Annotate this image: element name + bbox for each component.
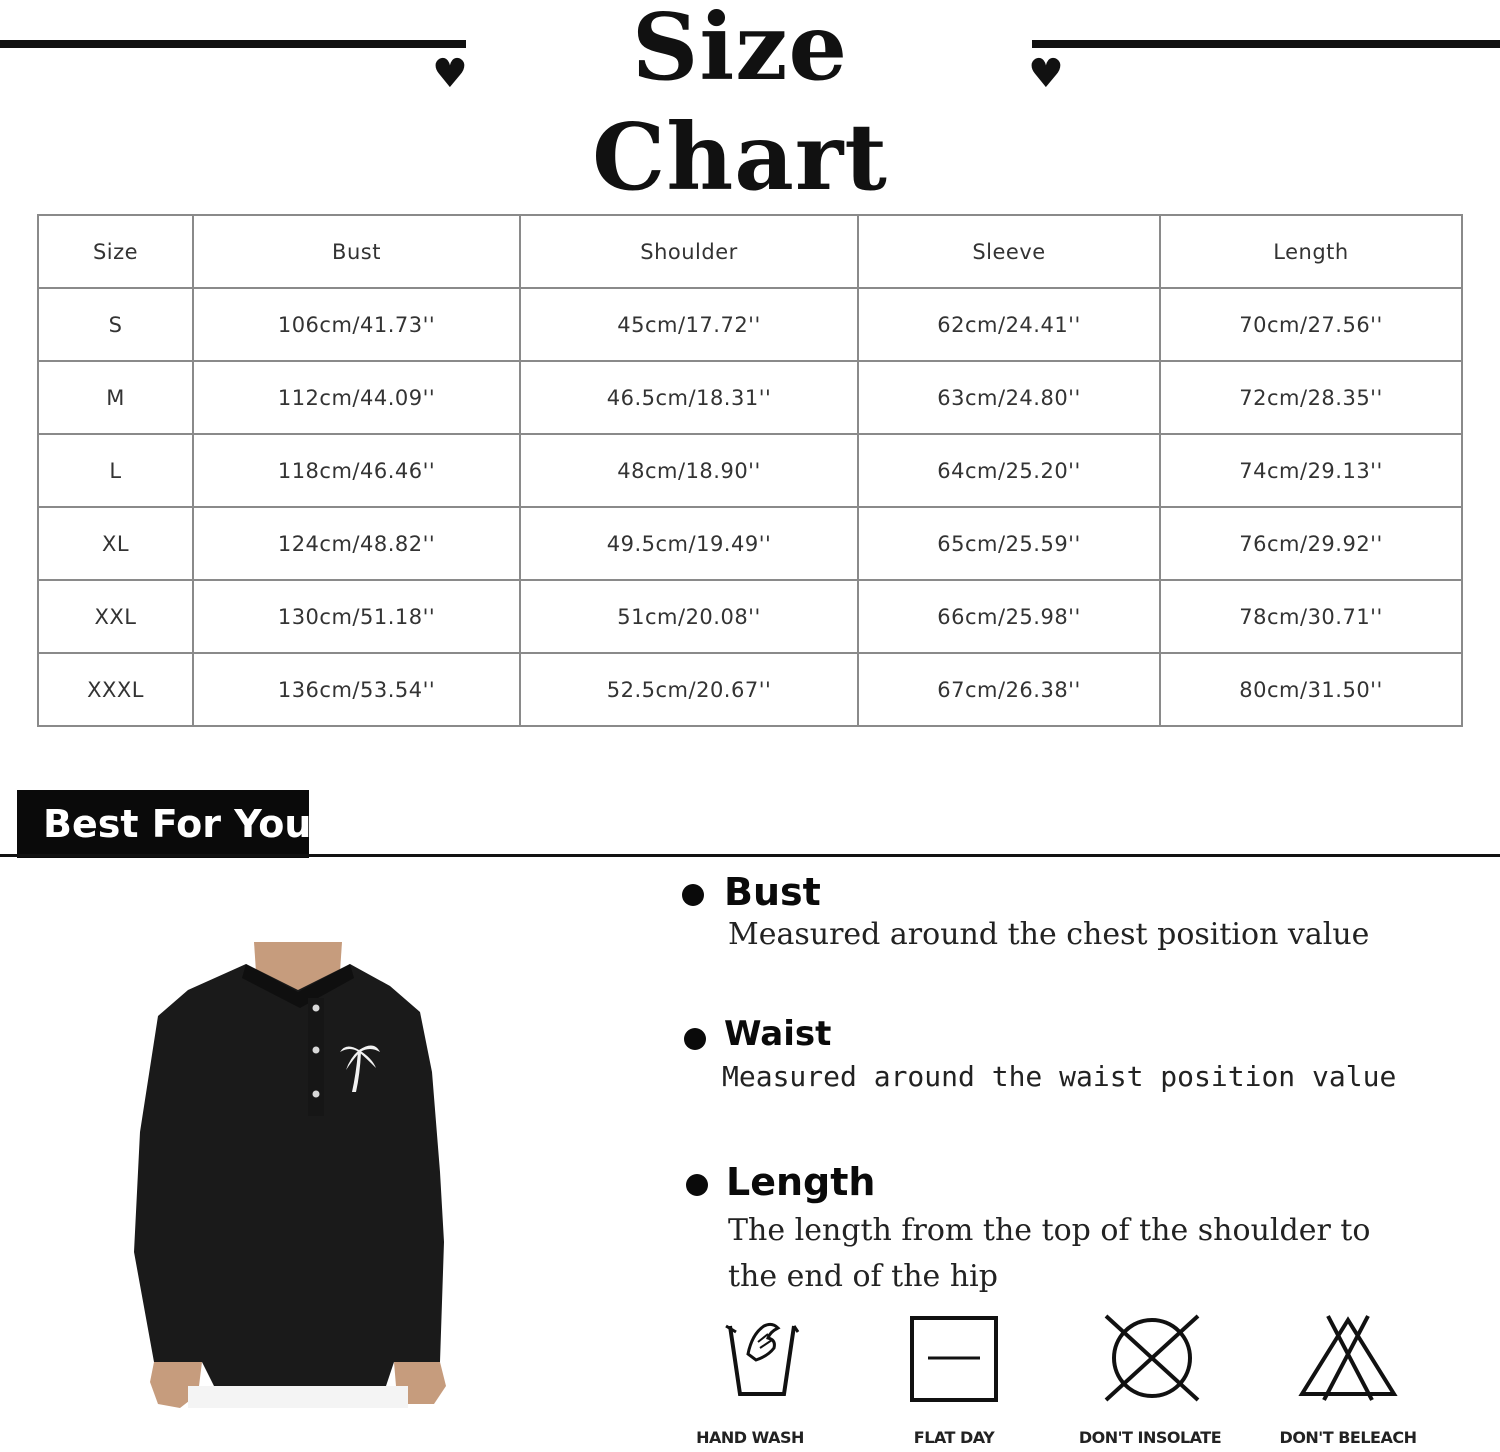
table-cell-shoulder: 46.5cm/18.31'' bbox=[520, 361, 858, 434]
title-rule-right bbox=[1032, 40, 1500, 48]
table-cell-bust: 112cm/44.09'' bbox=[193, 361, 520, 434]
care-label-dont-insolate: DON'T INSOLATE bbox=[1078, 1428, 1222, 1447]
table-cell-size: XL bbox=[38, 507, 193, 580]
table-cell-length: 76cm/29.92'' bbox=[1160, 507, 1462, 580]
column-header-sleeve: Sleeve bbox=[858, 215, 1160, 288]
care-label-hand-wash: HAND WASH bbox=[696, 1428, 804, 1447]
table-cell-bust: 106cm/41.73'' bbox=[193, 288, 520, 361]
measure-waist-title: Waist bbox=[724, 1014, 832, 1054]
table-cell-length: 78cm/30.71'' bbox=[1160, 580, 1462, 653]
table-cell-sleeve: 62cm/24.41'' bbox=[858, 288, 1160, 361]
table-cell-sleeve: 67cm/26.38'' bbox=[858, 653, 1160, 726]
hand-wash-icon bbox=[660, 1312, 840, 1408]
heart-icon: ♥ bbox=[1028, 51, 1064, 97]
table-cell-bust: 124cm/48.82'' bbox=[193, 507, 520, 580]
table-cell-size: L bbox=[38, 434, 193, 507]
table-row bbox=[38, 434, 1462, 507]
care-label-dont-bleach: DON'T BELEACH bbox=[1279, 1428, 1417, 1447]
table-cell-shoulder: 48cm/18.90'' bbox=[520, 434, 858, 507]
table-cell-bust: 130cm/51.18'' bbox=[193, 580, 520, 653]
section-banner bbox=[17, 790, 312, 858]
table-row bbox=[38, 361, 1462, 434]
column-header-bust: Bust bbox=[193, 215, 520, 288]
table-cell-size: XXL bbox=[38, 580, 193, 653]
table-row bbox=[38, 653, 1462, 726]
table-cell-size: XXXL bbox=[38, 653, 193, 726]
table-cell-shoulder: 45cm/17.72'' bbox=[520, 288, 858, 361]
measure-bust-description: Measured around the chest position value bbox=[728, 917, 1370, 952]
table-cell-shoulder: 51cm/20.08'' bbox=[520, 580, 858, 653]
table-cell-sleeve: 65cm/25.59'' bbox=[858, 507, 1160, 580]
measure-length-description-line2: the end of the hip bbox=[728, 1259, 998, 1294]
do-not-tumble-dry-icon bbox=[1062, 1312, 1242, 1408]
table-cell-size: M bbox=[38, 361, 193, 434]
table-cell-length: 72cm/28.35'' bbox=[1160, 361, 1462, 434]
shirt-image bbox=[128, 942, 468, 1408]
table-cell-bust: 118cm/46.46'' bbox=[193, 434, 520, 507]
banner-divider bbox=[0, 854, 1500, 857]
measure-bust-title: Bust bbox=[724, 870, 821, 914]
banner-label: Best For You bbox=[43, 802, 312, 846]
table-row bbox=[38, 288, 1462, 361]
title-rule-left bbox=[0, 40, 466, 48]
table-row bbox=[38, 580, 1462, 653]
table-cell-sleeve: 63cm/24.80'' bbox=[858, 361, 1160, 434]
bullet-icon bbox=[682, 884, 704, 906]
table-cell-length: 70cm/27.56'' bbox=[1160, 288, 1462, 361]
table-header-row bbox=[38, 215, 1462, 288]
column-header-shoulder: Shoulder bbox=[520, 215, 858, 288]
heart-icon: ♥ bbox=[432, 51, 468, 97]
table-cell-size: S bbox=[38, 288, 193, 361]
table-cell-shoulder: 49.5cm/19.49'' bbox=[520, 507, 858, 580]
title-area bbox=[0, 0, 1500, 211]
bullet-icon bbox=[686, 1174, 708, 1196]
table-cell-bust: 136cm/53.54'' bbox=[193, 653, 520, 726]
table-cell-sleeve: 64cm/25.20'' bbox=[858, 434, 1160, 507]
do-not-bleach-icon bbox=[1258, 1312, 1438, 1408]
table-cell-length: 80cm/31.50'' bbox=[1160, 653, 1462, 726]
table-cell-length: 74cm/29.13'' bbox=[1160, 434, 1462, 507]
bullet-icon bbox=[684, 1028, 706, 1050]
flat-dry-icon bbox=[864, 1312, 1044, 1408]
size-table bbox=[37, 214, 1463, 727]
table-cell-sleeve: 66cm/25.98'' bbox=[858, 580, 1160, 653]
measure-length-title: Length bbox=[726, 1160, 876, 1204]
measure-length-description-line1: The length from the top of the shoulder to bbox=[728, 1213, 1371, 1248]
page-title: Size Chart bbox=[592, 0, 888, 211]
table-cell-shoulder: 52.5cm/20.67'' bbox=[520, 653, 858, 726]
care-label-flat-dry: FLAT DAY bbox=[913, 1428, 995, 1447]
column-header-size: Size bbox=[38, 215, 193, 288]
measure-waist-description: Measured around the waist position value bbox=[722, 1060, 1397, 1093]
column-header-length: Length bbox=[1160, 215, 1462, 288]
table-row bbox=[38, 507, 1462, 580]
